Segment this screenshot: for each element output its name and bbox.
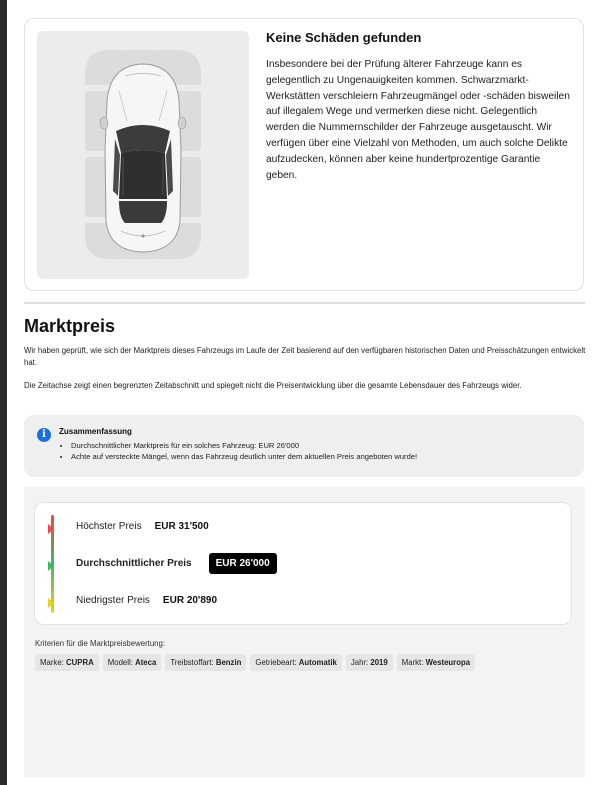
low-price-marker — [48, 598, 54, 608]
market-price-timeline-note: Die Zeitachse zeigt einen begrenzten Zeitabschnitt und spiegelt nicht die Preisentwicklung über die gesamte Lebensdauer des Fahrzeugs wider. — [24, 381, 522, 390]
average-price-marker — [48, 561, 54, 571]
criteria-tag: Markt: Westeuropa — [397, 654, 475, 671]
summary-title: Zusammenfassung — [59, 427, 132, 436]
info-icon: i — [37, 428, 51, 442]
high-price-row — [76, 521, 209, 532]
criteria-label: Kriterien für die Marktpreisbewertung: — [35, 639, 166, 648]
market-price-heading: Marktpreis — [24, 316, 116, 336]
price-range-card — [34, 502, 572, 625]
low-price-value: EUR 20'890 — [162, 595, 217, 606]
criteria-tags — [35, 654, 475, 671]
average-price-value: EUR 26'000 — [209, 553, 277, 574]
summary-box — [24, 415, 584, 477]
damage-card — [24, 18, 584, 291]
car-diagram — [37, 31, 249, 279]
criteria-tag: Jahr: 2019 — [346, 654, 393, 671]
low-price-label: Niedrigster Preis — [76, 595, 150, 606]
summary-list — [71, 440, 417, 462]
high-price-value: EUR 31'500 — [154, 521, 209, 532]
damage-disclaimer-text: Insbesondere bei der Prüfung älterer Fahrzeuge kann es gelegentlich zu Ungenauigkeiten kommen. Schwarzmarkt-Werkstätten verschleiern Fahrzeugmängel oder -schäden bisweilen auf illegalem Wege und vermerken diese nicht. Gelegentlich werden die Nummernschilder der Fahrzeuge ausgetauscht. Wir verfügen über eine Vielzahl von Methoden, um auch solche Delikte aufzudecken, können aber keine hundertprozentige Garantie geben. — [266, 59, 570, 181]
average-price-label: Durchschnittlicher Preis — [76, 558, 192, 569]
low-price-row — [76, 595, 217, 606]
damage-status-title: Keine Schäden gefunden — [266, 30, 422, 45]
criteria-tag: Modell: Ateca — [103, 654, 162, 671]
criteria-tag: Treibstoffart: Benzin — [165, 654, 246, 671]
section-divider — [24, 302, 585, 304]
summary-item: • Achte auf versteckte Mängel, wenn das Fahrzeug deutlich unter dem aktuellen Preis angeboten wurde! — [71, 451, 417, 462]
market-price-intro: Wir haben geprüft, wie sich der Marktpreis dieses Fahrzeugs im Laufe der Zeit basierend auf den verfügbaren historischen Daten und Preisschätzungen entwickelt hat. — [24, 346, 586, 367]
average-price-row — [76, 553, 277, 574]
left-edge-bar — [0, 0, 7, 785]
price-section — [24, 487, 585, 777]
summary-item: • Durchschnittlicher Marktpreis für ein solches Fahrzeug: EUR 26'000 — [71, 440, 417, 451]
car-top-view-diagram — [37, 31, 249, 279]
high-price-marker — [48, 524, 54, 534]
high-price-label: Höchster Preis — [76, 521, 142, 532]
criteria-tag: Marke: CUPRA — [35, 654, 99, 671]
criteria-tag: Getriebeart: Automatik — [250, 654, 341, 671]
